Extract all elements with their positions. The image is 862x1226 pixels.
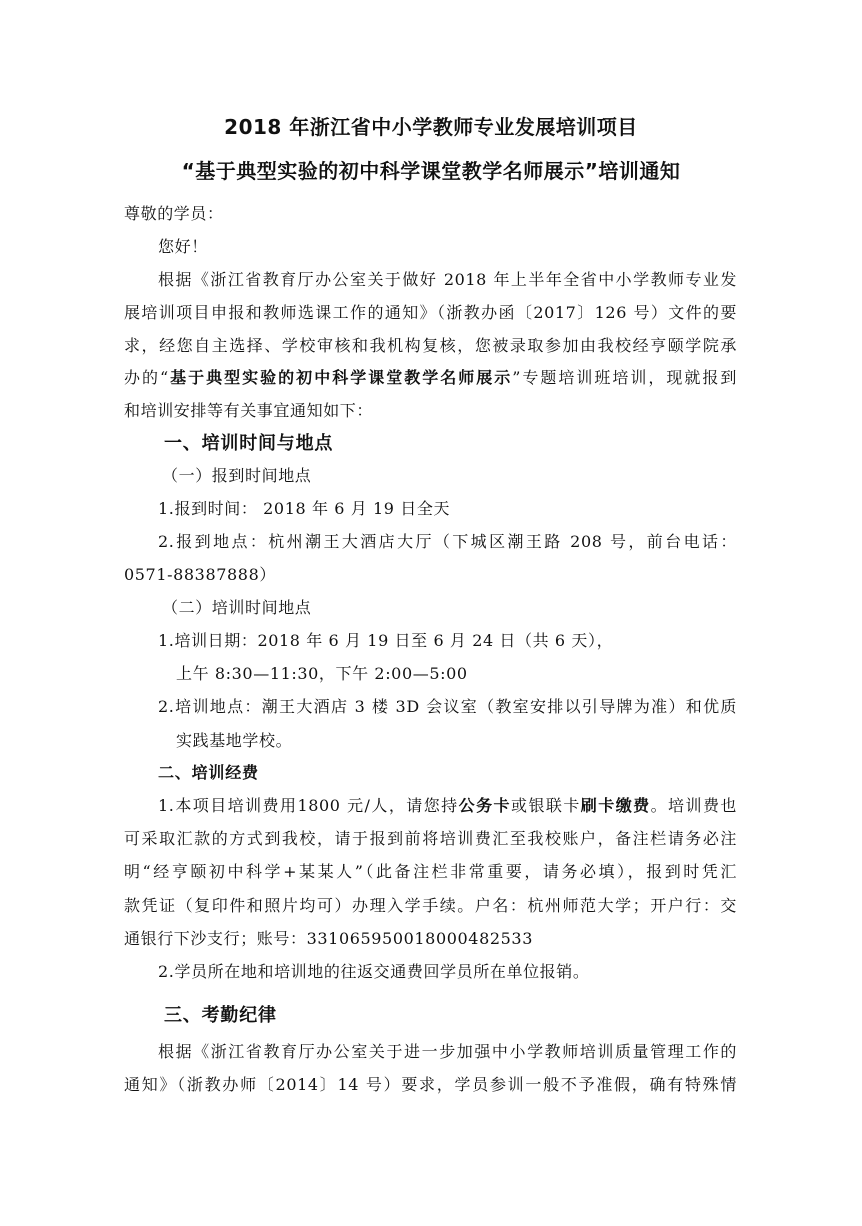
checkin-time: 1.报到时间： 2018 年 6 月 19 日全天 [158, 499, 451, 518]
travel-expense-note: 2.学员所在地和培训地的往返交通费回学员所在单位报销。 [158, 962, 590, 981]
document-title-line-1: 2018 年浙江省中小学教师专业发展培训项目 [224, 115, 638, 139]
training-date-line-2: 上午 8:30—11:30，下午 2:00—5:00 [176, 664, 468, 683]
greeting: 您好！ [158, 237, 208, 256]
fee-line-3: 明“经亨颐初中科学+某某人”（此备注栏非常重要，请务必填），报到时凭汇 [124, 862, 737, 881]
fee-line-1-suffix: 。培训费也 [650, 796, 737, 815]
fee-line-1-middle: 或银联卡 [511, 796, 581, 815]
course-name-bold: 基于典型实验的初中科学课堂教学名师展示 [168, 368, 513, 387]
card-payment-bold: 刷卡缴费 [580, 796, 651, 815]
intro-line-5: 和培训安排等有关事宜通知如下： [124, 401, 374, 420]
section-1-subheading-2: （二）培训时间地点 [162, 598, 312, 617]
official-card-bold: 公务卡 [458, 796, 511, 815]
training-date-line-1: 1.培训日期：2018 年 6 月 19 日至 6 月 24 日（共 6 天）， [158, 631, 614, 650]
intro-line-3: 求，经您自主选择、学校审核和我机构复核，您被录取参加由我校经亨颐学院承 [124, 336, 737, 355]
attendance-line-2: 通知》（浙教办师〔2014〕14 号）要求，学员参训一般不予准假，确有特殊情 [124, 1075, 737, 1094]
section-3-heading: 三、考勤纪律 [164, 1005, 277, 1026]
section-1-heading: 一、培训时间与地点 [164, 433, 334, 454]
fee-line-5-account: 通银行下沙支行；账号：331065950018000482533 [124, 929, 533, 948]
intro-line-4 [124, 368, 737, 388]
fee-line-1-prefix: 1.本项目培训费用1800 元/人，请您持 [158, 796, 459, 815]
fee-line-4: 款凭证（复印件和照片均可）办理入学手续。户名：杭州师范大学；开户行：交 [124, 896, 737, 915]
checkin-place-line-2: 0571-88387888） [124, 565, 276, 584]
salutation: 尊敬的学员： [124, 204, 224, 223]
training-place-line-1: 2.培训地点：潮王大酒店 3 楼 3D 会议室（教室安排以引导牌为准）和优质 [158, 697, 737, 716]
document-title-line-2: “基于典型实验的初中科学课堂教学名师展示”培训通知 [181, 159, 681, 183]
section-2-heading: 二、培训经费 [158, 763, 259, 782]
intro-line-2: 展培训项目申报和教师选课工作的通知》（浙教办函〔2017〕126 号）文件的要 [124, 303, 737, 322]
intro-line-1: 根据《浙江省教育厅办公室关于做好 2018 年上半年全省中小学教师专业发 [158, 270, 737, 289]
fee-line-2: 可采取汇款的方式到我校，请于报到前将培训费汇至我校账户，备注栏请务必注 [124, 829, 737, 848]
intro-line-4-prefix: 办的“ [124, 368, 169, 387]
training-place-line-2: 实践基地学校。 [176, 731, 293, 750]
intro-line-4-suffix: ”专题培训班培训，现就报到 [512, 368, 737, 387]
fee-line-1 [158, 796, 737, 816]
checkin-place-line-1: 2.报到地点：杭州潮王大酒店大厅（下城区潮王路 208 号，前台电话： [158, 532, 737, 551]
section-1-subheading-1: （一）报到时间地点 [162, 466, 312, 485]
attendance-line-1: 根据《浙江省教育厅办公室关于进一步加强中小学教师培训质量管理工作的 [158, 1042, 737, 1061]
